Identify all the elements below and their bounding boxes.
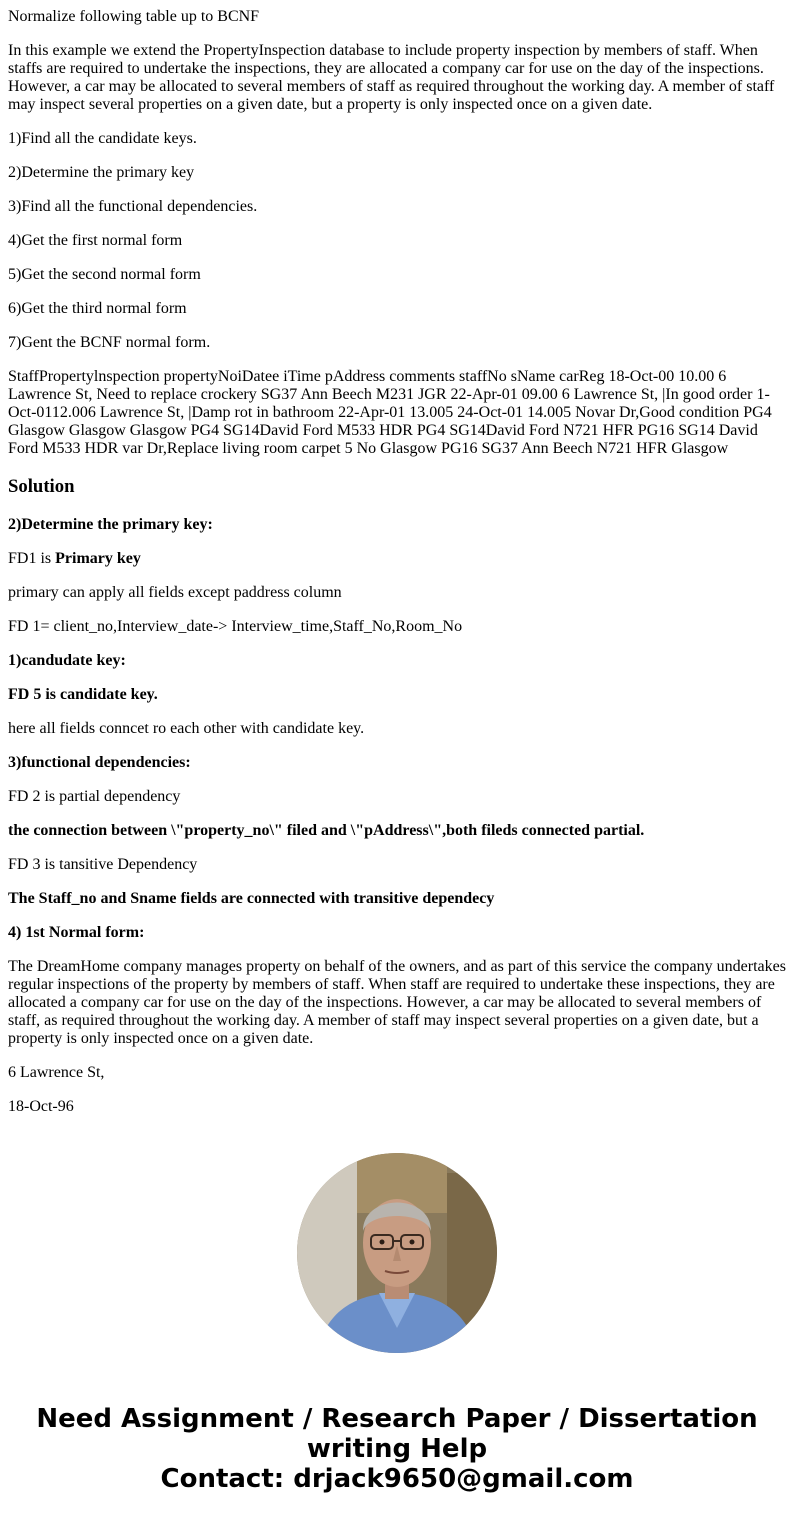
primary-key-heading: 2)Determine the primary key: [8,516,213,533]
solution-heading: Solution [8,476,75,497]
task-item: 6)Get the third normal form [8,300,187,317]
banner-line: writing Help [306,1434,488,1464]
primary-key-prefix: FD1 is [8,550,56,567]
primary-key-fd: FD 1= client_no,Interview_date-> Interview_time,Staff_No,Room_No [8,618,463,635]
candidate-key-note: here all fields conncet ro each other with candidate key. [8,720,365,737]
avatar-portrait-icon [297,1153,497,1353]
candidate-key-statement: FD 5 is candidate key. [8,686,158,703]
partial-dependency-explanation: the connection between \"property_no\" filed and \"pAddress\",both fileds connected partial. [8,822,645,839]
banner-contact: Contact: drjack9650@gmail.com [160,1464,634,1494]
table-text: StaffPropertylnspection propertyNoiDatee iTime pAddress comments staffNo sName carReg 18-Oct-00 10.00 6 Lawrence St, Need to replace crockery SG37 Ann Beech M231 JGR 22-Apr-01 09.00 6 Lawrence St, |In good order 1-Oct-0112.006 Lawrence St, |Damp rot in bathroom 22-Apr-01 13.005 24-Oct-01 14.005 Novar Dr,Good condition PG4 Glasgow Glasgow Glasgow PG4 SG14David Ford M533 HDR PG4 SG14David Ford N721 HFR PG16 SG14 David Ford M533 HDR var Dr,Replace living room carpet 5 No Glasgow PG16 SG37 Ann Beech N721 HFR Glasgow [8,368,772,457]
task-item: 2)Determine the primary key [8,164,195,181]
date-line: 18-Oct-96 [8,1098,74,1115]
banner-line: Need Assignment / Research Paper / Dissertation [36,1404,758,1434]
task-item: 5)Get the second normal form [8,266,201,283]
first-normal-form-heading: 4) 1st Normal form: [8,924,145,941]
task-item: 7)Gent the BCNF normal form. [8,334,211,351]
document-body [8,0,788,1132]
first-normal-form-text: The DreamHome company manages property on behalf of the owners, and as part of this service the company undertakes regular inspections of the property by members of staff. When staff are required to undertake these inspections, they are allocated a company car for use on the day of the inspections. However, a car may be allocated to several members of staff, as required throughout the working day. A member of staff may inspect several properties on a given date, but a property is only inspected once on a given date. [8,958,786,1047]
question-intro: In this example we extend the PropertyInspection database to include property inspection by members of staff. When staffs are required to undertake the inspections, they are allocated a company car for use on the day of the inspections. However, a car may be allocated to several members of staff as required throughout the working day. A member of staff may inspect several properties on a given date, but a property is only inspected once on a given date. [8,42,775,113]
task-item: 4)Get the first normal form [8,232,183,249]
primary-key-label: Primary key [55,550,141,567]
transitive-dependency-line: FD 3 is tansitive Dependency [8,856,198,873]
candidate-key-heading: 1)candudate key: [8,652,126,669]
avatar [297,1153,497,1353]
task-item: 1)Find all the candidate keys. [8,130,197,147]
promo-banner [0,1404,794,1494]
functional-dependencies-heading: 3)functional dependencies: [8,754,191,771]
transitive-dependency-explanation: The Staff_no and Sname fields are connected with transitive dependecy [8,890,495,907]
primary-key-line [8,550,788,568]
task-item: 3)Find all the functional dependencies. [8,198,258,215]
question-title: Normalize following table up to BCNF [8,8,260,25]
address-line: 6 Lawrence St, [8,1064,105,1081]
primary-key-note: primary can apply all fields except paddress column [8,584,342,601]
partial-dependency-line: FD 2 is partial dependency [8,788,181,805]
